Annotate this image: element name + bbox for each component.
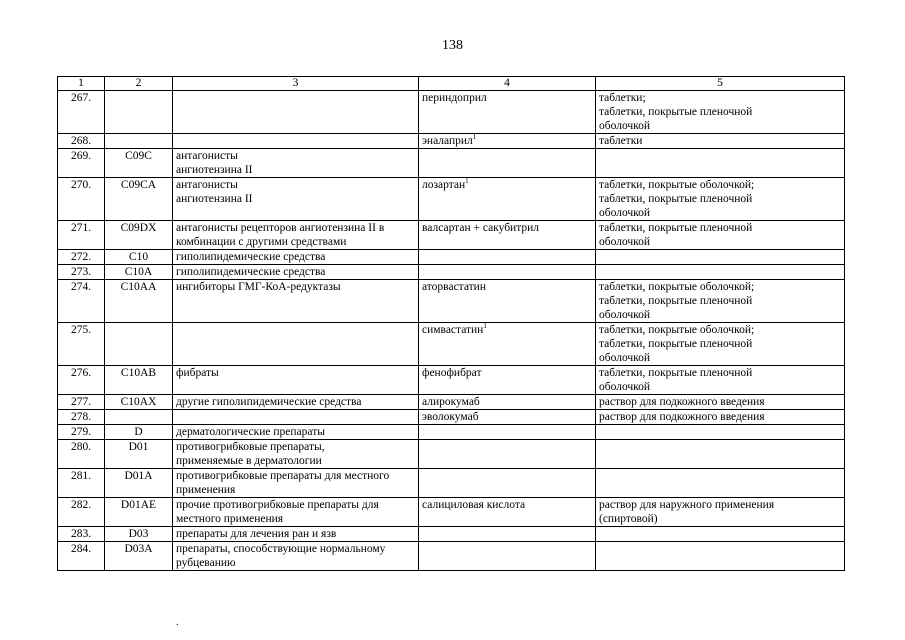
- table-row: [58, 366, 845, 395]
- column-header-row: [58, 77, 845, 91]
- atc-code: C09C: [105, 149, 173, 178]
- drug-name-text: аторвастатин: [422, 281, 486, 293]
- row-number: 278.: [58, 410, 105, 425]
- table-row: [58, 440, 845, 469]
- row-number: 269.: [58, 149, 105, 178]
- table-row: [58, 498, 845, 527]
- atc-code: C10A: [105, 265, 173, 280]
- row-number: 281.: [58, 469, 105, 498]
- row-number: 279.: [58, 425, 105, 440]
- atc-code: C10AX: [105, 395, 173, 410]
- column-header: 4: [419, 77, 596, 91]
- drug-name-text: эволокумаб: [422, 411, 479, 423]
- table-row: [58, 542, 845, 571]
- table-row: [58, 265, 845, 280]
- dosage-form: таблетки; таблетки, покрытые пленочной оболочкой: [596, 91, 845, 134]
- atc-code: C09DX: [105, 221, 173, 250]
- atc-code: D: [105, 425, 173, 440]
- pharmacological-group: антагонисты ангиотензина II: [173, 149, 419, 178]
- table-row: [58, 395, 845, 410]
- table-row: [58, 134, 845, 149]
- dosage-form: таблетки, покрытые пленочной оболочкой: [596, 366, 845, 395]
- pharmacological-group: дерматологические препараты: [173, 425, 419, 440]
- drug-name: [419, 280, 596, 323]
- drug-name-text: лозартан: [422, 179, 466, 191]
- atc-code: C10AA: [105, 280, 173, 323]
- dosage-form: таблетки, покрытые пленочной оболочкой: [596, 221, 845, 250]
- drug-name: [419, 323, 596, 366]
- pharmacological-group: препараты для лечения ран и язв: [173, 527, 419, 542]
- atc-code: D01A: [105, 469, 173, 498]
- dosage-form: [596, 250, 845, 265]
- atc-code: D03: [105, 527, 173, 542]
- dosage-form: [596, 542, 845, 571]
- dosage-form: таблетки, покрытые оболочкой; таблетки, покрытые пленочной оболочкой: [596, 178, 845, 221]
- table-row: [58, 410, 845, 425]
- pharmacological-group: ингибиторы ГМГ-КоА-редуктазы: [173, 280, 419, 323]
- pharmacological-group: прочие противогрибковые препараты для местного применения: [173, 498, 419, 527]
- table-row: [58, 91, 845, 134]
- page-number: 138: [442, 38, 463, 53]
- drug-name-text: салициловая кислота: [422, 499, 526, 511]
- column-header: 5: [596, 77, 845, 91]
- row-number: 277.: [58, 395, 105, 410]
- footnote-ref: 1: [465, 177, 469, 186]
- drug-name: [419, 410, 596, 425]
- dosage-form: [596, 469, 845, 498]
- atc-code: [105, 323, 173, 366]
- dosage-form: таблетки, покрытые оболочкой; таблетки, покрытые пленочной оболочкой: [596, 280, 845, 323]
- drug-name: [419, 527, 596, 542]
- pharmacological-group: препараты, способствующие нормальному рубцеванию: [173, 542, 419, 571]
- column-header: 1: [58, 77, 105, 91]
- drug-name-text: симвастатин: [422, 324, 484, 336]
- row-number: 273.: [58, 265, 105, 280]
- pharmacological-group: противогрибковые препараты для местного применения: [173, 469, 419, 498]
- footer-mark: .: [176, 617, 179, 628]
- row-number: 270.: [58, 178, 105, 221]
- pharmacological-group: противогрибковые препараты, применяемые в дерматологии: [173, 440, 419, 469]
- pharmacological-group: фибраты: [173, 366, 419, 395]
- drug-name-text: алирокумаб: [422, 396, 480, 408]
- drug-name: [419, 91, 596, 134]
- row-number: 274.: [58, 280, 105, 323]
- footnote-ref: 1: [483, 322, 487, 331]
- dosage-form: раствор для подкожного введения: [596, 395, 845, 410]
- pharmacological-group: [173, 410, 419, 425]
- dosage-form: раствор для наружного применения (спиртовой): [596, 498, 845, 527]
- dosage-form: [596, 527, 845, 542]
- dosage-form: [596, 425, 845, 440]
- dosage-form: раствор для подкожного введения: [596, 410, 845, 425]
- row-number: 275.: [58, 323, 105, 366]
- table-row: [58, 469, 845, 498]
- table-row: [58, 280, 845, 323]
- atc-code: D01AE: [105, 498, 173, 527]
- row-number: 276.: [58, 366, 105, 395]
- atc-code: [105, 91, 173, 134]
- table-row: [58, 149, 845, 178]
- drug-name: [419, 498, 596, 527]
- column-header: 3: [173, 77, 419, 91]
- drug-name-text: эналаприл: [422, 135, 473, 147]
- drug-name: [419, 395, 596, 410]
- row-number: 267.: [58, 91, 105, 134]
- dosage-form: [596, 265, 845, 280]
- table-row: [58, 178, 845, 221]
- drug-name: [419, 178, 596, 221]
- drug-name-text: фенофибрат: [422, 367, 482, 379]
- table-row: [58, 527, 845, 542]
- row-number: 284.: [58, 542, 105, 571]
- atc-code: [105, 410, 173, 425]
- drug-name: [419, 221, 596, 250]
- drug-name: [419, 440, 596, 469]
- drug-name: [419, 250, 596, 265]
- pharmacological-group: [173, 91, 419, 134]
- drug-name-text: валсартан + сакубитрил: [422, 222, 540, 234]
- medicines-table: [57, 76, 845, 571]
- column-header: 2: [105, 77, 173, 91]
- dosage-form: таблетки: [596, 134, 845, 149]
- table-row: [58, 323, 845, 366]
- pharmacological-group: [173, 323, 419, 366]
- row-number: 280.: [58, 440, 105, 469]
- pharmacological-group: другие гиполипидемические средства: [173, 395, 419, 410]
- drug-name: [419, 134, 596, 149]
- atc-code: [105, 134, 173, 149]
- row-number: 282.: [58, 498, 105, 527]
- pharmacological-group: гиполипидемические средства: [173, 250, 419, 265]
- table-row: [58, 250, 845, 265]
- row-number: 271.: [58, 221, 105, 250]
- drug-name: [419, 469, 596, 498]
- pharmacological-group: гиполипидемические средства: [173, 265, 419, 280]
- drug-name: [419, 265, 596, 280]
- pharmacological-group: антагонисты ангиотензина II: [173, 178, 419, 221]
- table-row: [58, 221, 845, 250]
- drug-name: [419, 366, 596, 395]
- atc-code: C10AB: [105, 366, 173, 395]
- drug-name-text: периндоприл: [422, 92, 487, 104]
- footnote-ref: 1: [472, 133, 477, 142]
- table-row: [58, 425, 845, 440]
- row-number: 283.: [58, 527, 105, 542]
- row-number: 272.: [58, 250, 105, 265]
- drug-name: [419, 542, 596, 571]
- drug-name: [419, 149, 596, 178]
- atc-code: C10: [105, 250, 173, 265]
- row-number: 268.: [58, 134, 105, 149]
- dosage-form: [596, 440, 845, 469]
- pharmacological-group: [173, 134, 419, 149]
- drug-name: [419, 425, 596, 440]
- atc-code: D03A: [105, 542, 173, 571]
- pharmacological-group: антагонисты рецепторов ангиотензина II в комбинации с другими средствами: [173, 221, 419, 250]
- dosage-form: таблетки, покрытые оболочкой; таблетки, покрытые пленочной оболочкой: [596, 323, 845, 366]
- atc-code: C09CA: [105, 178, 173, 221]
- dosage-form: [596, 149, 845, 178]
- atc-code: D01: [105, 440, 173, 469]
